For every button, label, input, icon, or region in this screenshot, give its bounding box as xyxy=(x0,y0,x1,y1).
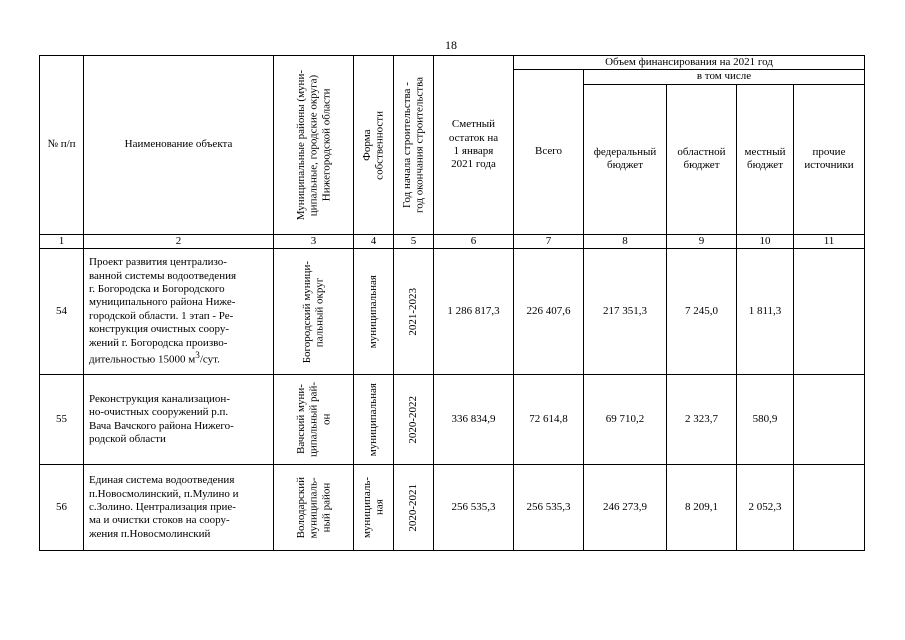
column-number: 7 xyxy=(514,234,584,248)
row-years-text: 2020-2022 xyxy=(407,395,420,444)
header-district xyxy=(274,56,354,235)
header-name: Наименование объекта xyxy=(84,56,274,235)
row-total: 256 535,3 xyxy=(514,465,584,551)
column-number: 5 xyxy=(394,234,434,248)
row-district xyxy=(274,375,354,465)
row-district-text: Богородский муници- пальный округ xyxy=(300,260,326,363)
row-ownership xyxy=(354,465,394,551)
header-years xyxy=(394,56,434,235)
row-ownership-text: муниципальная xyxy=(367,275,380,349)
header-district-text: Муниципальные районы (муни- ципальные, городские округа) Нижегородской области xyxy=(294,69,332,220)
row-ownership xyxy=(354,249,394,375)
header-including: в том числе xyxy=(584,70,865,84)
column-number-row xyxy=(40,234,865,248)
row-ownership-text: муниципаль- ная xyxy=(360,477,386,539)
table-row xyxy=(40,249,865,375)
object-name: Единая система водоотведения п.Новосмолинский, п.Мулино и с.Золино. Централизация прие- ма и очистки стоков на соору- жения п.Новосмолинский xyxy=(84,465,274,551)
row-federal: 69 710,2 xyxy=(584,375,667,465)
row-local: 2 052,3 xyxy=(737,465,794,551)
row-federal: 246 273,9 xyxy=(584,465,667,551)
header-regional: областной бюджет xyxy=(667,84,737,234)
column-number: 3 xyxy=(274,234,354,248)
row-years xyxy=(394,249,434,375)
column-number: 9 xyxy=(667,234,737,248)
row-other xyxy=(794,375,865,465)
row-num: 54 xyxy=(40,249,84,375)
row-local: 1 811,3 xyxy=(737,249,794,375)
row-ownership xyxy=(354,375,394,465)
header-local: местный бюджет xyxy=(737,84,794,234)
row-district-text: Вачский муни- ципальный рай- он xyxy=(294,382,332,458)
header-years-text: Год начала строительства - год окончания строительства xyxy=(400,76,426,213)
header-funding-title: Объем финансирования на 2021 год xyxy=(514,56,865,70)
row-num: 55 xyxy=(40,375,84,465)
header-estimate: Сметный остаток на 1 января 2021 года xyxy=(434,56,514,235)
row-years-text: 2020-2021 xyxy=(407,483,420,532)
row-district-text: Володарский муниципаль- ный район xyxy=(294,477,332,539)
row-regional: 7 245,0 xyxy=(667,249,737,375)
row-federal: 217 351,3 xyxy=(584,249,667,375)
row-estimate: 336 834,9 xyxy=(434,375,514,465)
header-ownership-text: Форма собственности xyxy=(360,110,386,180)
row-total: 226 407,6 xyxy=(514,249,584,375)
header-total: Всего xyxy=(514,70,584,234)
row-estimate: 256 535,3 xyxy=(434,465,514,551)
table-row xyxy=(40,375,865,465)
row-estimate: 1 286 817,3 xyxy=(434,249,514,375)
table-row xyxy=(40,465,865,551)
page-number: 18 xyxy=(445,38,457,52)
object-name: Проект развития централизо- ванной системы водоотведения г. Богородска и Богородского муниципального района Ниже- городской области. 1 этап - Ре- конструкция очистных соору- жений г. Богородска произво- дительностью 15000 $м^3$/сут. xyxy=(84,249,274,375)
column-number: 6 xyxy=(434,234,514,248)
column-number: 8 xyxy=(584,234,667,248)
object-name: Реконструкция канализацион- но-очистных сооружений р.п. Вача Вачского района Нижего- родской области xyxy=(84,375,274,465)
row-other xyxy=(794,465,865,551)
row-other xyxy=(794,249,865,375)
column-number: 1 xyxy=(40,234,84,248)
header-other: прочие источники xyxy=(794,84,865,234)
row-local: 580,9 xyxy=(737,375,794,465)
header-ownership xyxy=(354,56,394,235)
header-federal: федеральный бюджет xyxy=(584,84,667,234)
funding-table xyxy=(39,55,865,551)
header-row-1 xyxy=(40,56,865,70)
row-district xyxy=(274,249,354,375)
row-district xyxy=(274,465,354,551)
row-regional: 8 209,1 xyxy=(667,465,737,551)
column-number: 10 xyxy=(737,234,794,248)
column-number: 4 xyxy=(354,234,394,248)
column-number: 11 xyxy=(794,234,865,248)
header-num: № п/п xyxy=(40,56,84,235)
row-years xyxy=(394,465,434,551)
row-regional: 2 323,7 xyxy=(667,375,737,465)
column-number: 2 xyxy=(84,234,274,248)
row-total: 72 614,8 xyxy=(514,375,584,465)
row-years-text: 2021-2023 xyxy=(407,287,420,336)
row-num: 56 xyxy=(40,465,84,551)
row-ownership-text: муниципальная xyxy=(367,383,380,457)
row-years xyxy=(394,375,434,465)
